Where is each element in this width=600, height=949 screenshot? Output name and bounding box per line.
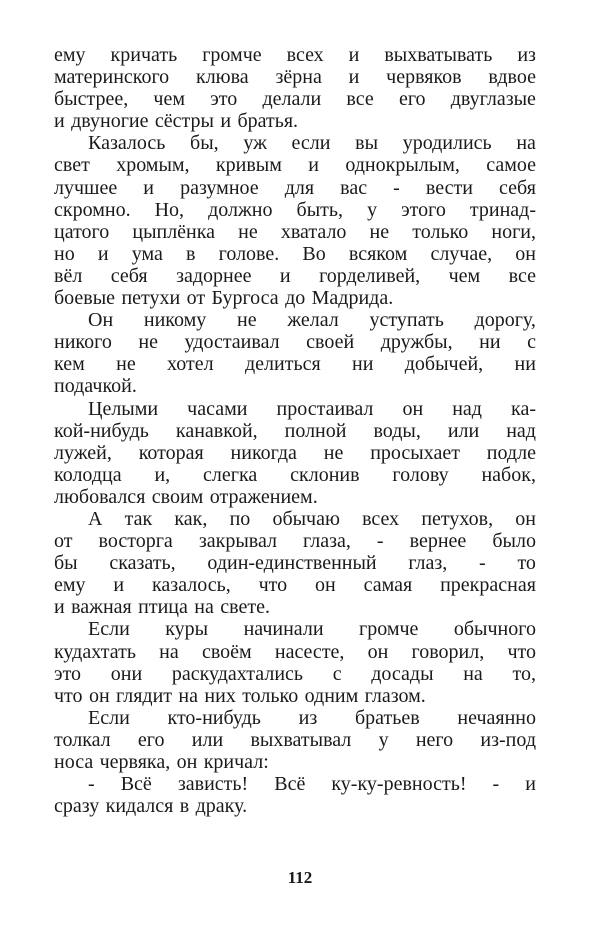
text-line: от восторга закрывал глаза, - вернее было bbox=[54, 530, 536, 553]
paragraph bbox=[54, 508, 536, 618]
paragraph bbox=[54, 398, 536, 508]
text-line: кудахтать на своём насесте, он говорил, что bbox=[54, 640, 536, 663]
text-line: - Всё зависть! Всё ку-ку-ревность! - и bbox=[88, 773, 536, 796]
paragraph bbox=[54, 132, 536, 309]
text-line: свет хромым, кривым и однокрылым, самое bbox=[54, 154, 536, 177]
text-line: носа червяка, он кричал: bbox=[54, 751, 269, 773]
text-line: толкал его или выхватывал у него из-под bbox=[54, 728, 536, 751]
text-line: материнского клюва зёрна и червяков вдвое bbox=[54, 66, 536, 89]
paragraph bbox=[54, 618, 536, 706]
text-line: Если кто-нибудь из братьев нечаянно bbox=[88, 706, 536, 729]
page-number: 112 bbox=[287, 868, 313, 887]
text-line: ему кричать громче всех и выхватывать из bbox=[54, 44, 536, 66]
book-page-text bbox=[54, 44, 536, 817]
text-line: кой-нибудь канавкой, полной воды, или над bbox=[54, 419, 536, 442]
text-line: бы сказать, один-единственный глаз, - то bbox=[54, 552, 536, 575]
text-line: что он глядит на них только одним глазом. bbox=[54, 684, 426, 707]
text-line: никого не удостаивал своей дружбы, ни с bbox=[54, 331, 536, 354]
text-line: Казалось бы, уж если вы уродились на bbox=[88, 132, 536, 155]
text-line: сразу кидался в драку. bbox=[54, 795, 248, 818]
paragraph bbox=[54, 773, 536, 817]
text-line: Целыми часами простаивал он над ка- bbox=[88, 397, 536, 420]
text-line: любовался своим отражением. bbox=[54, 485, 318, 508]
text-line: но и ума в голове. Во всяком случае, он bbox=[54, 242, 536, 265]
text-line: колодца и, слегка склонив голову набок, bbox=[54, 463, 536, 486]
text-line: кем не хотел делиться ни добычей, ни bbox=[54, 353, 536, 376]
text-line: цатого цыплёнка не хватало не только ноги, bbox=[54, 220, 536, 243]
text-line: быстрее, чем это делали все его двуглазые bbox=[54, 88, 536, 111]
paragraph bbox=[54, 707, 536, 773]
text-line: Если куры начинали громче обычного bbox=[88, 618, 536, 641]
text-line: ему и казалось, что он самая прекрасная bbox=[54, 574, 536, 597]
text-line: лучшее и разумное для вас - вести себя bbox=[54, 176, 536, 199]
paragraph bbox=[54, 44, 536, 132]
text-line: и двуногие сёстры и братья. bbox=[54, 110, 299, 133]
text-line: подачкой. bbox=[54, 375, 137, 398]
text-line: вёл себя задорнее и горделивей, чем все bbox=[54, 264, 536, 287]
text-line: и важная птица на свете. bbox=[54, 596, 270, 619]
text-line: боевые петухи от Бургоса до Мадрида. bbox=[54, 287, 394, 310]
paragraph bbox=[54, 309, 536, 397]
text-line: лужей, которая никогда не просыхает подле bbox=[54, 441, 536, 464]
text-line: Он никому не желал уступать дорогу, bbox=[88, 309, 536, 332]
text-line: А так как, по обычаю всех петухов, он bbox=[88, 507, 536, 530]
text-line: это они раскудахтались с досады на то, bbox=[54, 662, 536, 685]
text-line: скромно. Но, должно быть, у этого тринад- bbox=[54, 198, 536, 221]
